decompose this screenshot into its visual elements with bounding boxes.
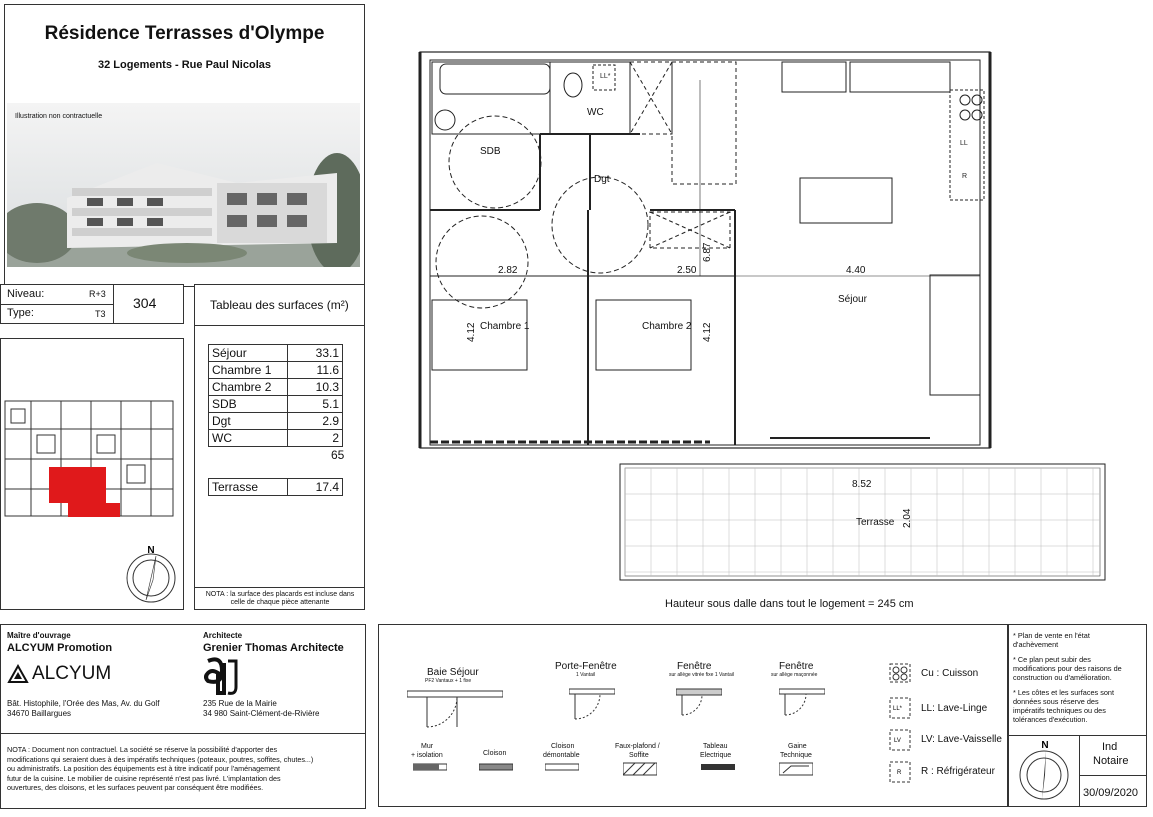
page-subtitle: 32 Logements - Rue Paul Nicolas	[98, 59, 271, 71]
legend-faux2: Soffite	[629, 752, 649, 759]
nota-line: modifications qui seraient dues à des impératifs techniques (poteaux, poutres, soffites, chutes...)	[7, 754, 314, 764]
gaine-technique-symbol-icon	[779, 762, 813, 776]
legend-r: R : Réfrigérateur	[921, 766, 995, 777]
nota-line: futur de la cuisine. Le mobilier de cuisine représenté n'est pas livré. L'implantation des	[7, 773, 281, 783]
note-line: données sous réserve des	[1013, 697, 1099, 706]
surfaces-total: 65	[331, 448, 345, 462]
niveau-label: Niveau:	[7, 288, 45, 300]
surfaces-table	[208, 344, 343, 447]
dim-412a: 4.12	[466, 322, 477, 342]
room-chambre1: Chambre 1	[480, 321, 530, 332]
niveau-value: R+3	[89, 289, 106, 299]
note-line: tolérances d'exécution.	[1013, 715, 1088, 724]
surface-room-label: Séjour	[209, 345, 288, 362]
porte-fenetre-symbol-icon	[569, 685, 615, 721]
fenetre-allege-maconnee-symbol-icon	[779, 685, 825, 721]
dim-440: 4.40	[846, 265, 866, 276]
notes-block	[1008, 624, 1147, 807]
floor-plan	[410, 40, 1110, 600]
legend-gaine2: Technique	[780, 752, 812, 759]
credits-block	[0, 624, 366, 809]
maitre-address2: 34670 Baillargues	[7, 709, 72, 718]
surface-row	[209, 430, 343, 447]
legend-baie: Baie Séjour	[427, 667, 479, 678]
notes-right	[1013, 631, 1122, 724]
note-line: * Ce plan peut subir des	[1013, 655, 1091, 664]
architecte-name: Grenier Thomas Architecte	[203, 642, 344, 654]
key-plan	[0, 338, 184, 610]
surface-row	[209, 379, 343, 396]
maitre-heading: Maître d'ouvrage	[7, 631, 71, 640]
room-wc: WC	[587, 107, 604, 118]
type-value: T3	[95, 309, 106, 319]
dim-687: 6.87	[702, 242, 713, 262]
lot-info	[0, 284, 184, 324]
legend-fenetre2-sub: sur allège maçonnée	[771, 672, 818, 678]
surfaces-note: NOTA : la surface des placards est incluse dans celle de chaque pièce attenante	[205, 591, 355, 606]
surface-room-value: 33.1	[288, 345, 343, 362]
alcyum-logo	[7, 663, 111, 685]
svg-text:R: R	[897, 770, 902, 776]
legend-cloison-dem: Cloison	[551, 743, 575, 750]
legend-ll: LL: Lave-Linge	[921, 703, 988, 714]
room-dgt: Dgt	[594, 174, 610, 185]
architecte-address1: 235 Rue de la Mairie	[203, 699, 277, 708]
revision-date: 30/09/2020	[1083, 787, 1139, 799]
legend-faux: Faux-plafond /	[615, 743, 660, 750]
note-line: * Les côtes et les surfaces sont	[1013, 688, 1114, 697]
maitre-address1: Bât. Histophile, l'Orée des Mas, Av. du Golf	[7, 699, 160, 708]
note-line: construction ou d'amélioration.	[1013, 673, 1112, 682]
surface-row	[209, 396, 343, 413]
legend-tableau: Tableau	[703, 743, 728, 750]
height-note: Hauteur sous dalle dans tout le logement = 245 cm	[665, 598, 914, 610]
surface-room-label: Dgt	[209, 413, 288, 430]
legend-cu: Cu : Cuisson	[921, 668, 979, 679]
room-sdb: SDB	[480, 146, 501, 157]
label-ll-star: LL*	[600, 73, 611, 80]
nota-bottom	[7, 745, 313, 793]
faux-plafond-symbol-icon	[623, 762, 657, 776]
maitre-name: ALCYUM Promotion	[7, 642, 113, 654]
terrasse-value: 17.4	[288, 479, 343, 496]
legend-fenetre1-sub: sur allège vitrée fixe 1 Vantail	[669, 672, 734, 678]
legend-tableau2: Electrique	[700, 752, 732, 759]
surface-room-value: 5.1	[288, 396, 343, 413]
surface-room-label: SDB	[209, 396, 288, 413]
ind-label: Ind	[1102, 741, 1118, 753]
architecte-address2: 34 980 Saint-Clément-de-Rivière	[203, 709, 320, 718]
dim-250: 2.50	[677, 265, 697, 276]
surface-room-value: 10.3	[288, 379, 343, 396]
north-arrow-icon	[1011, 737, 1077, 803]
room-terrasse: Terrasse	[856, 517, 895, 528]
dim-204: 2.04	[902, 508, 913, 528]
surfaces-panel	[194, 284, 365, 610]
type-label: Type:	[7, 307, 34, 319]
mur-symbol-icon	[413, 763, 447, 771]
legend-cloison: Cloison	[483, 750, 507, 757]
apartment-304-highlight	[49, 467, 120, 517]
dim-412b: 4.12	[702, 322, 713, 342]
cuisson-icon	[889, 663, 911, 683]
building-illustration	[7, 103, 360, 267]
lot-number: 304	[133, 295, 157, 311]
illustration-note: Illustration non contractuelle	[15, 113, 103, 120]
surface-room-value: 2.9	[288, 413, 343, 430]
ind-value: Notaire	[1093, 755, 1129, 767]
note-line: d'achèvement	[1013, 640, 1059, 649]
dim-852: 8.52	[852, 479, 872, 490]
terrasse-label: Terrasse	[209, 479, 288, 496]
legend-lv: LV: Lave-Vaisselle	[921, 734, 1002, 745]
nota-line: ouvertures, des cloisons, et les surfaces peuvent par conséquent être modifiées.	[7, 783, 264, 792]
lave-vaisselle-icon	[889, 729, 911, 751]
label-ll: LL	[960, 140, 968, 147]
fenetre-allege-vitree-symbol-icon	[676, 685, 722, 721]
svg-text:LV: LV	[894, 738, 901, 744]
note-line: * Plan de vente en l'état	[1013, 631, 1090, 640]
label-r: R	[962, 173, 968, 180]
page-title: Résidence Terrasses d'Olympe	[44, 23, 325, 44]
title-block	[4, 4, 365, 287]
north-label: N	[1041, 740, 1049, 751]
cloison-symbol-icon	[479, 763, 513, 771]
note-line: impératifs techniques ou des	[1013, 706, 1106, 715]
surface-room-label: Chambre 1	[209, 362, 288, 379]
surface-room-label: Chambre 2	[209, 379, 288, 396]
alcyum-logo-icon	[7, 664, 29, 684]
surface-room-value: 2	[288, 430, 343, 447]
architecte-logo-icon	[204, 657, 240, 697]
terrasse-table	[208, 478, 343, 496]
north-arrow-icon	[121, 544, 181, 604]
room-chambre2: Chambre 2	[642, 321, 692, 332]
svg-text:N: N	[147, 545, 155, 556]
surfaces-title: Tableau des surfaces (m²)	[210, 298, 349, 312]
legend-mur: Mur	[421, 743, 434, 750]
nota-line: NOTA : Document non contractuel. La société se réserve la possibilité d'apporter des	[7, 745, 278, 754]
surface-row	[209, 345, 343, 362]
alcyum-logo-text: ALCYUM	[32, 663, 112, 684]
legend-fenetre1: Fenêtre	[677, 661, 712, 672]
legend-porte-sub: 1 Vantail	[576, 672, 596, 678]
note-line: modifications pour des raisons de	[1013, 664, 1122, 673]
legend-fenetre2: Fenêtre	[779, 661, 814, 672]
lave-linge-icon	[889, 697, 911, 719]
cloison-demontable-symbol-icon	[545, 763, 579, 771]
legend-porte: Porte-Fenêtre	[555, 661, 617, 672]
surface-row	[209, 413, 343, 430]
room-sejour: Séjour	[838, 294, 867, 305]
legend-baie-sub: PF2 Vantaux + 1 fixe	[425, 678, 472, 684]
surface-row	[209, 362, 343, 379]
surface-room-value: 11.6	[288, 362, 343, 379]
tableau-electrique-symbol-icon	[701, 763, 735, 771]
dim-282: 2.82	[498, 265, 518, 276]
legend-mur-sub: + isolation	[411, 752, 443, 759]
baie-sejour-symbol-icon	[407, 687, 503, 733]
legend-gaine: Gaine	[788, 743, 807, 750]
refrigerateur-icon	[889, 761, 911, 783]
architecte-heading: Architecte	[203, 631, 243, 640]
nota-line: ou administratifs. La position des équipements est à titre indicatif pour l'aménagement	[7, 764, 281, 773]
surface-room-label: WC	[209, 430, 288, 447]
legend-cloison-dem2: démontable	[543, 752, 580, 759]
legend-block	[378, 624, 1008, 807]
svg-text:LL*: LL*	[893, 706, 903, 712]
